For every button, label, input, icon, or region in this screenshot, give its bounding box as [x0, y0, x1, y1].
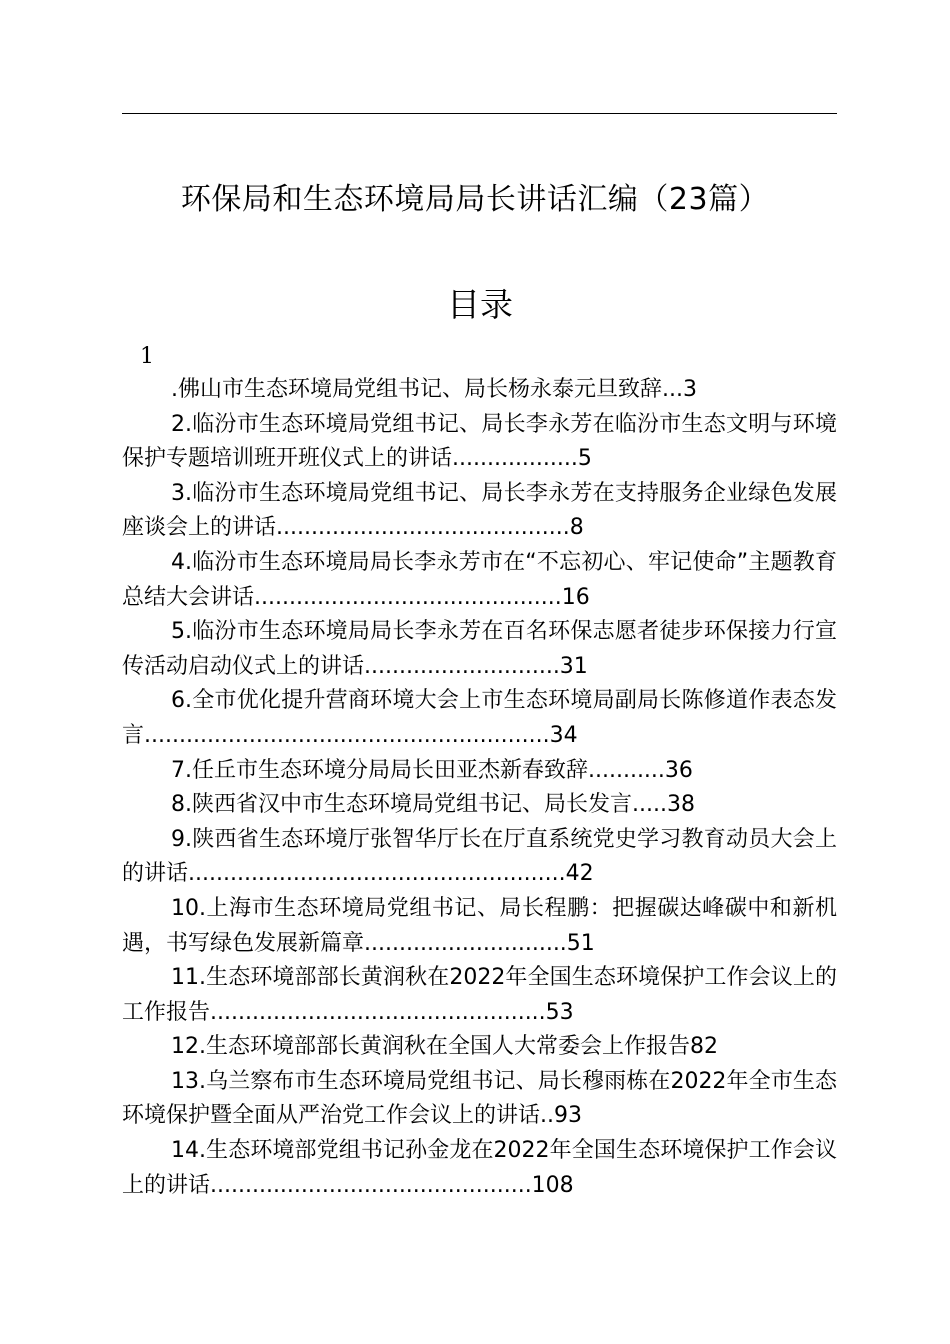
toc-entry[interactable]: 14.生态环境部党组书记孙金龙在2022年全国生态环境保护工作会议上的讲话..............................................108: [122, 1138, 837, 1198]
table-of-contents: [122, 373, 837, 1203]
toc-entry[interactable]: 7.任丘市生态环境分局局长田亚杰新春致辞...........36: [171, 757, 693, 783]
header-rule: [122, 113, 837, 114]
toc-entry[interactable]: 12.生态环境部部长黄润秋在全国人大常委会上作报告82: [171, 1034, 718, 1060]
toc-entry[interactable]: 4.临汾市生态环境局局长李永芳市在“不忘初心、牢记使命”主题教育总结大会讲话............................................16: [122, 549, 837, 610]
toc-entry[interactable]: 2.临汾市生态环境局党组书记、局长李永芳在临汾市生态文明与环境保护专题培训班开班仪式上的讲话..................5: [122, 411, 837, 472]
toc-entry[interactable]: 9.陕西省生态环境厅张智华厅长在厅直系统党史学习教育动员大会上的讲话......................................................42: [122, 826, 837, 887]
document-title: 环保局和生态环境局局长讲话汇编（23篇）: [180, 182, 770, 217]
toc-entry[interactable]: 11.生态环境部部长黄润秋在2022年全国生态环境保护工作会议上的工作报告................................................53: [122, 965, 837, 1025]
toc-entry[interactable]: 3.临汾市生态环境局党组书记、局长李永芳在支持服务企业绿色发展座谈会上的讲话..........................................8: [122, 480, 837, 541]
toc-first-number: 1: [140, 344, 154, 369]
toc-heading: 目录: [447, 285, 513, 324]
toc-entry[interactable]: .佛山市生态环境局党组书记、局长杨永泰元旦致辞...3: [171, 377, 697, 402]
toc-entry[interactable]: 5.临汾市生态环境局局长李永芳在百名环保志愿者徒步环保接力行宣传活动启动仪式上的讲话............................31: [122, 619, 837, 679]
toc-entry[interactable]: 13.乌兰察布市生态环境局党组书记、局长穆雨栋在2022年全市生态环境保护暨全面从严治党工作会议上的讲话..93: [122, 1068, 837, 1129]
toc-entry[interactable]: 6.全市优化提升营商环境大会上市生态环境局副局长陈修道作表态发言..........................................................34: [122, 688, 837, 748]
toc-entry[interactable]: 8.陕西省汉中市生态环境局党组书记、局长发言.....38: [171, 792, 695, 818]
toc-entry[interactable]: 10.上海市生态环境局党组书记、局长程鹏：把握碳达峰碳中和新机遇，书写绿色发展新篇章.............................51: [122, 895, 837, 956]
